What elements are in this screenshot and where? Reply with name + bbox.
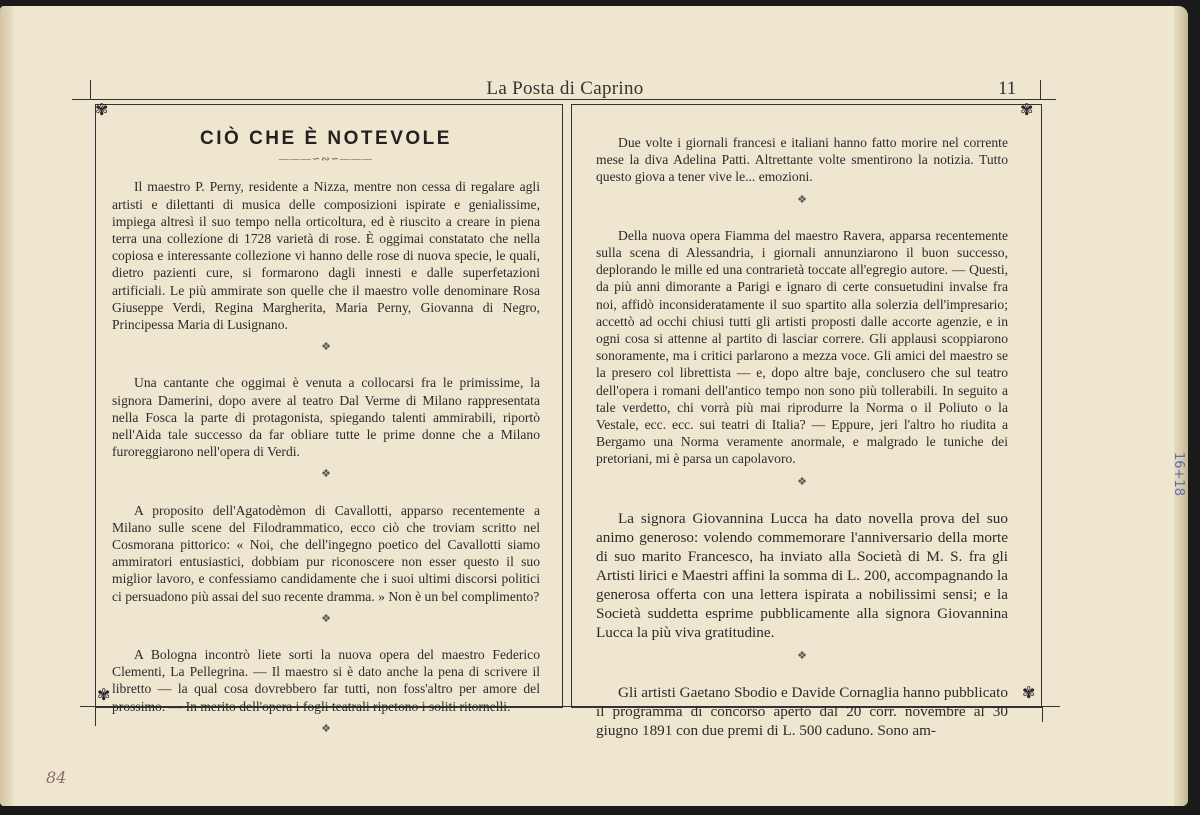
section-ornament-icon: ❖ xyxy=(797,649,807,662)
section-ornament-icon: ❖ xyxy=(321,468,331,481)
article-paragraph: Due volte i giornali francesi e italiani hanno fatto morire nel corrente mese la diva Adelina Patti. Altrettante volte smentirono la notizia. Tutto questo giova a tener vive le... emozioni. xyxy=(596,135,1008,185)
article-paragraph: Della nuova opera Fiamma del maestro Ravera, apparsa recentemente sulla scena di Alessandria, i giornali annunziarono il buon successo, deplorando le mille ed una contrarietà toccate all'egregio autore. — Questi, da più anni dimorante a Parigi e ignaro di certe consuetudini invalse fra noi, affidò inconsideratamente il suo spartito alla solerzia dell'impresario; accettò ad occhi chiusi tutti gli artisti proposti dalle accorte agenzie, e in ogni cosa si attenne al partito di lasciar correre. Gli applausi scoppiarono sonoramente, ma i critici parlarono a mezza voce. Gli amici del maestro se la presero col librettista — e, dopo altre baje, conclusero che sul teatro dell'opera i romani dell'antico tempo non sono più tollerabili. In seguito a tale verdetto, chi vorrà più mai riprodurre la Norma o il Poliuto o la Vestale, ecc. ecc. sui teatri di Italia? — Eppure, jeri l'altro ho riudita a Bergamo una Norma veramente anormale, e malgrado le tuniche dei pretoriani, mi è parsa un capolavoro. xyxy=(596,227,1008,467)
article-paragraph: Gli artisti Gaetano Sbodio e Davide Cornaglia hanno pubblicato il programma di concorso aperto dal 20 corr. novembre al 30 giugno 1891 con due premi di L. 500 caduno. Sono am- xyxy=(596,684,1008,740)
article-paragraph: A proposito dell'Agatodèmon di Cavallotti, apparso recentemente a Milano sulle scene del Filodrammatico, ecco ciò che troviam scritto nel Cosmorana pittorico: « Noi, che dell'ingegno poetico del Cavallotti siamo ammiratori entusiastici, dobbiam pur riconoscere non esser questo il suo miglior lavoro, e confessiamo candidamente che i suoi ultimi discorsi politici ci persuadono più assai del suo recente dramma. » Non è un bel complimento? xyxy=(112,502,540,604)
header-rule xyxy=(72,99,1056,100)
article-paragraph: A Bologna incontrò liete sorti la nuova opera del maestro Federico Clementi, La Pellegrina. — Il maestro si è dato anche la pena di scrivere il libretto — la qual cosa dovrebbero far tutti, non foss'altro per amore del prossimo. — In merito dell'opera i fogli teatrali ripetono i soliti ritornelli. xyxy=(112,647,540,714)
left-column xyxy=(112,130,540,756)
title-flourish-icon: ———∽∾∽——— xyxy=(278,154,374,166)
footer-tick-right xyxy=(1042,706,1043,722)
handwritten-margin-note: 84 xyxy=(46,768,67,787)
newspaper-title: La Posta di Caprino xyxy=(486,78,644,99)
page-edge xyxy=(1174,6,1188,806)
edge-stamp: 16+18 xyxy=(1171,452,1186,496)
header-tick-left xyxy=(90,80,91,100)
corner-ornament-icon: ✾ xyxy=(95,102,109,119)
article-title: CIÒ CHE È NOTEVOLE xyxy=(200,128,452,149)
footer-tick-left xyxy=(95,706,96,726)
corner-ornament-icon: ✾ xyxy=(97,687,111,704)
newspaper-page xyxy=(0,6,1188,806)
book-spine xyxy=(0,6,14,806)
header-tick-right xyxy=(1040,80,1041,100)
section-ornament-icon: ❖ xyxy=(797,193,807,206)
article-paragraph: Una cantante che oggimai è venuta a collocarsi fra le primissime, la signora Damerini, dopo avere al teatro Dal Verme di Milano rappresentata nella Fosca la parte di protagonista, spiegando talenti ammirabili, riportò nell'Aida tale successo da far obliare tutte le prime donne che a Milano furoreggiarono nell'opera di Verdi. xyxy=(112,375,540,460)
article-paragraph: Il maestro P. Perny, residente a Nizza, mentre non cessa di regalare agli artisti e dilettanti di musica delle composizioni ispirate e genialissime, impiega altresì il suo tempo nella orticoltura, ed è riuscito a creare in piena terra una collezione di 1728 varietà di rose. È oggimai constatato che nella copiosa e interessante collezione vi hanno delle rose di nuova specie, le quali, dietro pazienti cure, si formarono dagli innesti e dalle superfetazioni artificiali. Le più ammirate son quelle che il maestro volle denominare Rosa Giuseppe Verdi, Regina Margherita, Maria Perny, Giovanna di Negro, Principessa Maria di Lusignano. xyxy=(112,179,540,333)
corner-ornament-icon: ✾ xyxy=(1022,685,1036,702)
article-paragraph: La signora Giovannina Lucca ha dato novella prova del suo animo generoso: volendo commemorare l'anniversario della morte di suo marito Francesco, ha inviato alla Società di M. S. fra gli Artisti lirici e Maestri affini la somma di L. 200, accompagnando la generosa offerta con una lettera ispirata a nobilissimi sensi; e la Società suddetta esprime pubblicamente alla signora Giovannina Lucca la più viva gratitudine. xyxy=(596,509,1008,641)
section-ornament-icon: ❖ xyxy=(321,612,331,625)
right-column xyxy=(596,134,1008,746)
section-ornament-icon: ❖ xyxy=(321,722,331,735)
section-ornament-icon: ❖ xyxy=(797,475,807,488)
corner-ornament-icon: ✾ xyxy=(1020,102,1034,119)
section-ornament-icon: ❖ xyxy=(321,341,331,354)
page-number: 11 xyxy=(998,78,1017,99)
